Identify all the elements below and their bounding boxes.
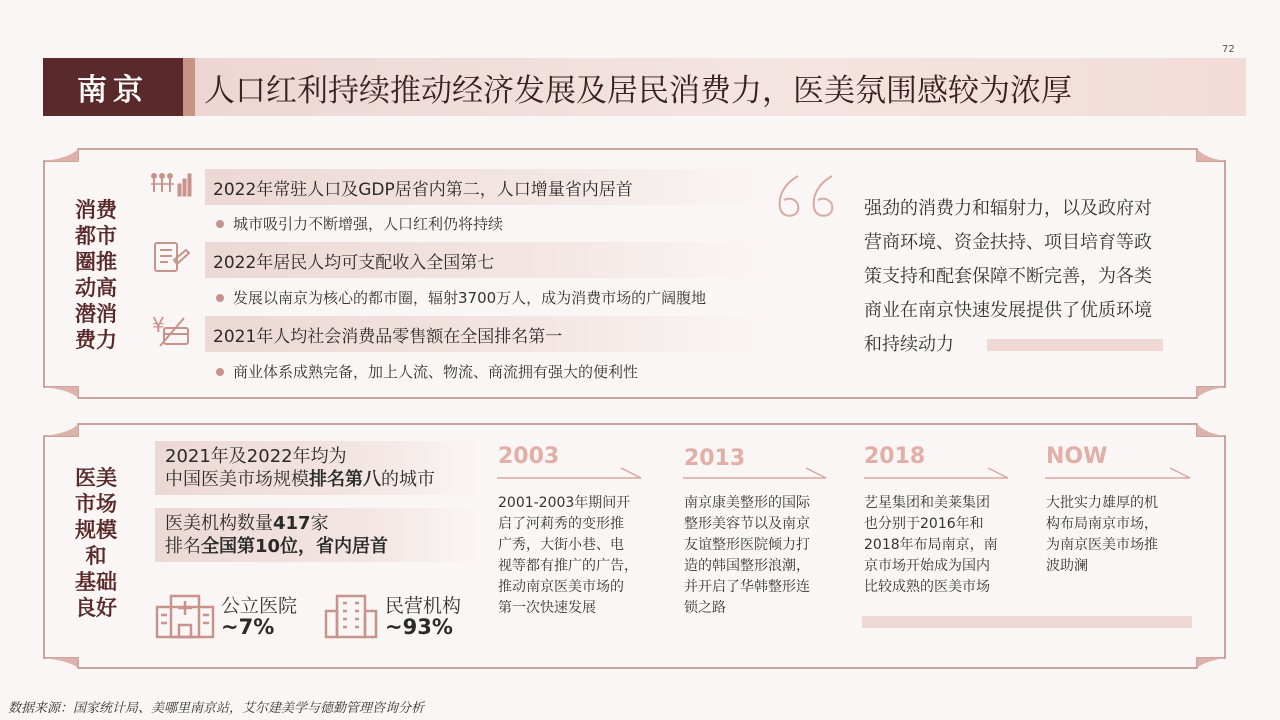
ranking-highlight: 排名第八 [309,469,381,490]
stat-value-private: ~93% [385,615,453,639]
timeline-line: 比较成熟的医美市场 [864,579,990,595]
bullet-text: 城市吸引力不断增强，人口红利仍将持续 [233,215,504,233]
page-number: 72 [1222,44,1235,55]
timeline-line: 京市场开始成为国内 [864,558,990,574]
quote-line: 营商环境、资金扶持、项目培育等政 [864,232,1152,253]
bullet-text: 商业体系成熟完备，加上人流、物流、商流拥有强大的便利性 [233,363,639,381]
timeline-line: 造的韩国整形浪潮， [684,558,810,574]
timeline-line: 2001-2003年期间开 [498,495,631,511]
timeline-line: 锁之路 [684,600,726,616]
side-label-line: 基础 [75,570,117,594]
timeline-underline [862,616,1192,628]
timeline-line: 2018年布局南京，南 [864,537,998,553]
side-label-line: 和 [85,544,107,568]
timeline-line: 构布局南京市场， [1046,516,1158,532]
timeline-line: 并开启了华韩整形连 [684,579,810,595]
city-badge: 南京 [43,58,183,116]
side-label-line: 消费 [75,198,117,222]
side-label-line: 规模 [75,518,117,542]
timeline-line: 友谊整形医院倾力打 [684,537,810,553]
timeline-line: 广秀，大街小巷、电 [498,537,624,553]
headline-3: 2021年人均社会消费品零售额在全国排名第一 [205,316,768,352]
side-label-line: 市场 [75,492,117,516]
timeline-year: NOW [1046,444,1108,469]
stat-label-private: 民营机构 [385,595,462,617]
institution-text: 排名 [165,536,201,557]
timeline-text [498,493,648,619]
timeline-text [1046,493,1196,577]
institution-text: 家 [310,513,329,534]
institution-text: 医美机构数量 [165,513,273,534]
institution-count: 417 [273,513,311,534]
institution-rank: 全国第10位，省内居首 [201,536,389,557]
quote-line: 强劲的消费力和辐射力，以及政府对 [864,198,1152,219]
timeline-line: 启了河莉秀的变形推 [498,516,624,532]
side-label-line: 都市 [75,224,117,248]
timeline-line: 南京康美整形的国际 [684,495,810,511]
source-note: 数据来源：国家统计局、美哪里南京站，艾尔建美学与德勤管理咨询分析 [8,701,425,716]
timeline-line: 整形美容节以及南京 [684,516,810,532]
ranking-line-1: 2021年及2022年均为 [165,446,347,467]
side-label-line: 费力 [75,328,117,352]
timeline-line: 波助澜 [1046,558,1088,574]
timeline-text [864,493,1014,598]
quote-line: 策支持和配套保障不断完善，为各类 [864,266,1152,287]
headline-2: 2022年居民人均可支配收入全国第七 [205,242,768,278]
timeline-text [684,493,834,619]
side-label-line: 医美 [75,466,117,490]
timeline-line: 为南京医美市场推 [1046,537,1158,553]
headline-1: 2022年常驻人口及GDP居省内第二，人口增量省内居首 [205,169,768,205]
bullet-text: 发展以南京为核心的都市圈，辐射3700万人，成为消费市场的广阔腹地 [233,289,707,307]
timeline-year: 2003 [498,444,560,469]
stat-value-public: ~7% [221,615,275,639]
timeline-line: 艺星集团和美莱集团 [864,495,990,511]
timeline-line: 大批实力雄厚的机 [1046,495,1158,511]
timeline-line: 第一次快速发展 [498,600,596,616]
side-label-line: 潜消 [75,302,117,326]
ranking-text: 中国医美市场规模 [165,469,309,490]
svg-text:¥: ¥ [152,313,165,337]
ranking-text: 的城市 [381,469,435,490]
page-title: 人口红利持续推动经济发展及居民消费力，医美氛围感较为浓厚 [204,72,1072,109]
timeline-line: 推动南京医美市场的 [498,579,624,595]
timeline-line: 也分别于2016年和 [864,516,984,532]
stat-label-public: 公立医院 [221,595,298,617]
quote-line: 和持续动力 [864,334,954,355]
side-label-line: 动高 [75,276,117,300]
side-label-line: 良好 [75,596,117,620]
timeline-line: 视等都有推广的广告， [498,558,638,574]
quote-line: 商业在南京快速发展提供了优质环境 [864,300,1152,321]
timeline-year: 2013 [684,446,746,471]
timeline-year: 2018 [864,444,926,469]
side-label-line: 圈推 [75,250,117,274]
